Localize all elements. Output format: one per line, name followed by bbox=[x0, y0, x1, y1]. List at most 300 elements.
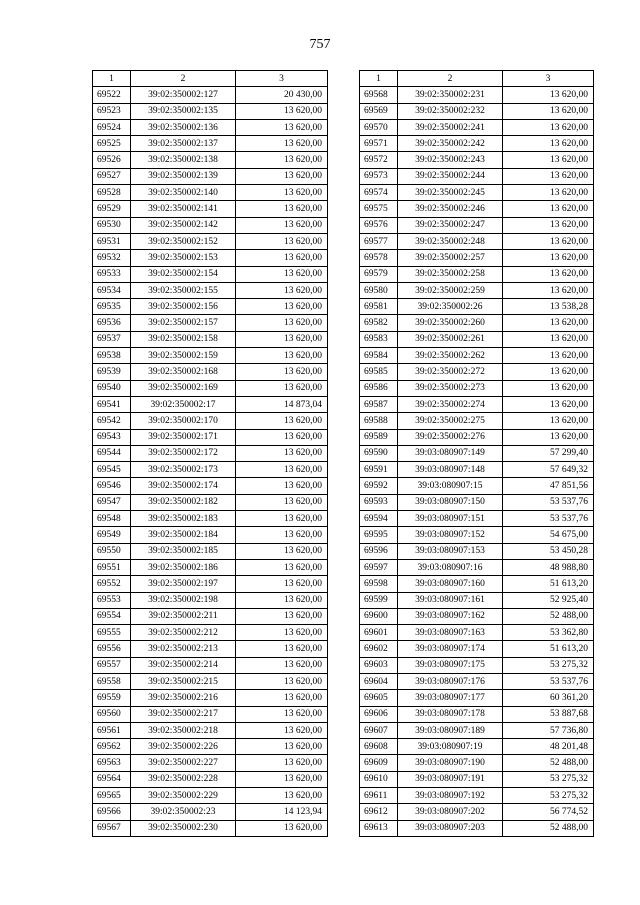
table-row bbox=[93, 673, 328, 689]
table-row bbox=[93, 462, 328, 478]
row-number-cell: 69547 bbox=[93, 494, 131, 510]
value-cell: 13 620,00 bbox=[236, 364, 328, 380]
cadastral-number-cell: 39:02:350002:214 bbox=[131, 657, 236, 673]
cadastral-number-cell: 39:02:350002:184 bbox=[131, 527, 236, 543]
value-cell: 13 620,00 bbox=[236, 820, 328, 836]
row-number-cell: 69534 bbox=[93, 282, 131, 298]
table-row bbox=[360, 739, 594, 755]
table-row bbox=[360, 592, 594, 608]
row-number-cell: 69582 bbox=[360, 315, 398, 331]
cadastral-number-cell: 39:02:350002:139 bbox=[131, 168, 236, 184]
value-cell: 20 430,00 bbox=[236, 87, 328, 103]
cadastral-number-cell: 39:02:350002:218 bbox=[131, 722, 236, 738]
cadastral-number-cell: 39:02:350002:169 bbox=[131, 380, 236, 396]
cadastral-number-cell: 39:02:350002:142 bbox=[131, 217, 236, 233]
table-row bbox=[93, 185, 328, 201]
table-row bbox=[360, 413, 594, 429]
value-cell: 13 620,00 bbox=[503, 87, 594, 103]
cadastral-number-cell: 39:03:080907:149 bbox=[398, 445, 503, 461]
table-row bbox=[360, 136, 594, 152]
row-number-cell: 69559 bbox=[93, 690, 131, 706]
row-number-cell: 69548 bbox=[93, 511, 131, 527]
cadastral-number-cell: 39:02:350002:260 bbox=[398, 315, 503, 331]
cadastral-number-cell: 39:02:350002:156 bbox=[131, 299, 236, 315]
value-cell: 47 851,56 bbox=[503, 478, 594, 494]
value-cell: 13 620,00 bbox=[503, 233, 594, 249]
row-number-cell: 69592 bbox=[360, 478, 398, 494]
row-number-cell: 69560 bbox=[93, 706, 131, 722]
cadastral-number-cell: 39:02:350002:172 bbox=[131, 445, 236, 461]
cadastral-number-cell: 39:02:350002:273 bbox=[398, 380, 503, 396]
cadastral-number-cell: 39:02:350002:230 bbox=[131, 820, 236, 836]
table-row bbox=[360, 494, 594, 510]
row-number-cell: 69526 bbox=[93, 152, 131, 168]
row-number-cell: 69586 bbox=[360, 380, 398, 396]
value-cell: 13 620,00 bbox=[236, 494, 328, 510]
table-row bbox=[93, 201, 328, 217]
value-cell: 13 620,00 bbox=[503, 217, 594, 233]
row-number-cell: 69550 bbox=[93, 543, 131, 559]
cadastral-number-cell: 39:02:350002:185 bbox=[131, 543, 236, 559]
table-row bbox=[360, 511, 594, 527]
row-number-cell: 69554 bbox=[93, 608, 131, 624]
value-cell: 48 201,48 bbox=[503, 739, 594, 755]
row-number-cell: 69530 bbox=[93, 217, 131, 233]
row-number-cell: 69575 bbox=[360, 201, 398, 217]
table-row bbox=[93, 348, 328, 364]
cadastral-number-cell: 39:03:080907:163 bbox=[398, 625, 503, 641]
value-cell: 13 620,00 bbox=[503, 266, 594, 282]
value-cell: 13 620,00 bbox=[236, 380, 328, 396]
row-number-cell: 69522 bbox=[93, 87, 131, 103]
column-header-2: 2 bbox=[131, 71, 236, 87]
table-row bbox=[93, 364, 328, 380]
value-cell: 13 620,00 bbox=[236, 168, 328, 184]
row-number-cell: 69580 bbox=[360, 282, 398, 298]
table-row bbox=[93, 396, 328, 412]
value-cell: 13 538,28 bbox=[503, 299, 594, 315]
cadastral-number-cell: 39:03:080907:160 bbox=[398, 576, 503, 592]
table-row bbox=[93, 413, 328, 429]
row-number-cell: 69612 bbox=[360, 804, 398, 820]
table-row bbox=[360, 462, 594, 478]
row-number-cell: 69531 bbox=[93, 233, 131, 249]
row-number-cell: 69599 bbox=[360, 592, 398, 608]
row-number-cell: 69549 bbox=[93, 527, 131, 543]
table-row bbox=[360, 315, 594, 331]
table-row bbox=[360, 625, 594, 641]
table-row bbox=[93, 266, 328, 282]
value-cell: 13 620,00 bbox=[236, 641, 328, 657]
cadastral-number-cell: 39:02:350002:272 bbox=[398, 364, 503, 380]
value-cell: 13 620,00 bbox=[236, 429, 328, 445]
column-header-2: 2 bbox=[398, 71, 503, 87]
row-number-cell: 69524 bbox=[93, 119, 131, 135]
table-row bbox=[93, 331, 328, 347]
value-cell: 13 620,00 bbox=[236, 592, 328, 608]
table-row bbox=[360, 543, 594, 559]
cadastral-number-cell: 39:02:350002:157 bbox=[131, 315, 236, 331]
value-cell: 13 620,00 bbox=[236, 282, 328, 298]
value-cell: 60 361,20 bbox=[503, 690, 594, 706]
cadastral-number-cell: 39:02:350002:170 bbox=[131, 413, 236, 429]
table-row bbox=[360, 250, 594, 266]
value-cell: 53 275,32 bbox=[503, 771, 594, 787]
row-number-cell: 69533 bbox=[93, 266, 131, 282]
cadastral-number-cell: 39:02:350002:215 bbox=[131, 673, 236, 689]
value-cell: 13 620,00 bbox=[236, 559, 328, 575]
table-row bbox=[360, 119, 594, 135]
table-row bbox=[360, 641, 594, 657]
cadastral-number-cell: 39:03:080907:175 bbox=[398, 657, 503, 673]
row-number-cell: 69540 bbox=[93, 380, 131, 396]
table-row bbox=[360, 429, 594, 445]
table-row bbox=[360, 87, 594, 103]
table-row bbox=[93, 494, 328, 510]
cadastral-number-cell: 39:02:350002:186 bbox=[131, 559, 236, 575]
table-row bbox=[93, 429, 328, 445]
value-cell: 13 620,00 bbox=[236, 119, 328, 135]
cadastral-number-cell: 39:02:350002:246 bbox=[398, 201, 503, 217]
value-cell: 13 620,00 bbox=[236, 103, 328, 119]
value-cell: 13 620,00 bbox=[236, 462, 328, 478]
value-cell: 13 620,00 bbox=[236, 625, 328, 641]
row-number-cell: 69589 bbox=[360, 429, 398, 445]
cadastral-number-cell: 39:02:350002:135 bbox=[131, 103, 236, 119]
value-cell: 13 620,00 bbox=[503, 429, 594, 445]
row-number-cell: 69542 bbox=[93, 413, 131, 429]
row-number-cell: 69600 bbox=[360, 608, 398, 624]
value-cell: 13 620,00 bbox=[236, 527, 328, 543]
column-header-3: 3 bbox=[503, 71, 594, 87]
table-row bbox=[93, 299, 328, 315]
table-row bbox=[93, 152, 328, 168]
table-row bbox=[93, 771, 328, 787]
table-row bbox=[360, 706, 594, 722]
value-cell: 13 620,00 bbox=[236, 722, 328, 738]
row-number-cell: 69598 bbox=[360, 576, 398, 592]
table-row bbox=[360, 576, 594, 592]
value-cell: 53 887,68 bbox=[503, 706, 594, 722]
table-row bbox=[360, 396, 594, 412]
table-header-row bbox=[360, 71, 594, 87]
cadastral-number-cell: 39:02:350002:171 bbox=[131, 429, 236, 445]
row-number-cell: 69535 bbox=[93, 299, 131, 315]
table-row bbox=[360, 527, 594, 543]
cadastral-number-cell: 39:02:350002:258 bbox=[398, 266, 503, 282]
table-row bbox=[93, 690, 328, 706]
row-number-cell: 69576 bbox=[360, 217, 398, 233]
value-cell: 14 123,94 bbox=[236, 804, 328, 820]
cadastral-number-cell: 39:02:350002:275 bbox=[398, 413, 503, 429]
cadastral-number-cell: 39:02:350002:228 bbox=[131, 771, 236, 787]
cadastral-number-cell: 39:03:080907:148 bbox=[398, 462, 503, 478]
value-cell: 13 620,00 bbox=[236, 771, 328, 787]
row-number-cell: 69552 bbox=[93, 576, 131, 592]
row-number-cell: 69609 bbox=[360, 755, 398, 771]
row-number-cell: 69593 bbox=[360, 494, 398, 510]
table-row bbox=[360, 299, 594, 315]
row-number-cell: 69555 bbox=[93, 625, 131, 641]
table-row bbox=[360, 722, 594, 738]
value-cell: 13 620,00 bbox=[503, 331, 594, 347]
table-row bbox=[93, 119, 328, 135]
row-number-cell: 69567 bbox=[93, 820, 131, 836]
table-row bbox=[93, 788, 328, 804]
table-row bbox=[93, 804, 328, 820]
column-header-1: 1 bbox=[360, 71, 398, 87]
cadastral-number-cell: 39:02:350002:257 bbox=[398, 250, 503, 266]
cadastral-number-cell: 39:02:350002:232 bbox=[398, 103, 503, 119]
cadastral-number-cell: 39:02:350002:155 bbox=[131, 282, 236, 298]
value-cell: 57 736,80 bbox=[503, 722, 594, 738]
row-number-cell: 69538 bbox=[93, 348, 131, 364]
cadastral-number-cell: 39:03:080907:191 bbox=[398, 771, 503, 787]
value-cell: 13 620,00 bbox=[503, 136, 594, 152]
value-cell: 13 620,00 bbox=[236, 250, 328, 266]
row-number-cell: 69558 bbox=[93, 673, 131, 689]
row-number-cell: 69525 bbox=[93, 136, 131, 152]
cadastral-number-cell: 39:03:080907:16 bbox=[398, 559, 503, 575]
row-number-cell: 69605 bbox=[360, 690, 398, 706]
value-cell: 13 620,00 bbox=[236, 511, 328, 527]
row-number-cell: 69584 bbox=[360, 348, 398, 364]
row-number-cell: 69590 bbox=[360, 445, 398, 461]
value-cell: 13 620,00 bbox=[503, 348, 594, 364]
cadastral-number-cell: 39:02:350002:274 bbox=[398, 396, 503, 412]
row-number-cell: 69566 bbox=[93, 804, 131, 820]
table-row bbox=[360, 103, 594, 119]
cadastral-number-cell: 39:02:350002:262 bbox=[398, 348, 503, 364]
value-cell: 13 620,00 bbox=[236, 152, 328, 168]
cadastral-number-cell: 39:02:350002:127 bbox=[131, 87, 236, 103]
cadastral-number-cell: 39:03:080907:178 bbox=[398, 706, 503, 722]
cadastral-number-cell: 39:03:080907:15 bbox=[398, 478, 503, 494]
value-cell: 13 620,00 bbox=[503, 152, 594, 168]
row-number-cell: 69591 bbox=[360, 462, 398, 478]
cadastral-number-cell: 39:02:350002:259 bbox=[398, 282, 503, 298]
cadastral-number-cell: 39:03:080907:189 bbox=[398, 722, 503, 738]
row-number-cell: 69556 bbox=[93, 641, 131, 657]
row-number-cell: 69564 bbox=[93, 771, 131, 787]
table-row bbox=[93, 282, 328, 298]
value-cell: 13 620,00 bbox=[236, 706, 328, 722]
cadastral-number-cell: 39:03:080907:152 bbox=[398, 527, 503, 543]
row-number-cell: 69565 bbox=[93, 788, 131, 804]
value-cell: 13 620,00 bbox=[503, 380, 594, 396]
value-cell: 13 620,00 bbox=[503, 282, 594, 298]
table-row bbox=[93, 608, 328, 624]
cadastral-number-cell: 39:02:350002:216 bbox=[131, 690, 236, 706]
table-row bbox=[93, 559, 328, 575]
value-cell: 13 620,00 bbox=[236, 348, 328, 364]
row-number-cell: 69608 bbox=[360, 739, 398, 755]
value-cell: 57 299,40 bbox=[503, 445, 594, 461]
value-cell: 52 488,00 bbox=[503, 820, 594, 836]
table-row bbox=[360, 804, 594, 820]
row-number-cell: 69581 bbox=[360, 299, 398, 315]
cadastral-number-cell: 39:02:350002:231 bbox=[398, 87, 503, 103]
value-cell: 53 537,76 bbox=[503, 673, 594, 689]
cadastral-number-cell: 39:02:350002:26 bbox=[398, 299, 503, 315]
cadastral-number-cell: 39:03:080907:150 bbox=[398, 494, 503, 510]
cadastral-number-cell: 39:02:350002:244 bbox=[398, 168, 503, 184]
cadastral-number-cell: 39:02:350002:276 bbox=[398, 429, 503, 445]
table-row bbox=[360, 152, 594, 168]
value-cell: 13 620,00 bbox=[503, 119, 594, 135]
row-number-cell: 69539 bbox=[93, 364, 131, 380]
row-number-cell: 69568 bbox=[360, 87, 398, 103]
cadastral-number-cell: 39:02:350002:159 bbox=[131, 348, 236, 364]
value-cell: 53 275,32 bbox=[503, 788, 594, 804]
row-number-cell: 69523 bbox=[93, 103, 131, 119]
table-row bbox=[360, 559, 594, 575]
value-cell: 52 488,00 bbox=[503, 608, 594, 624]
value-cell: 13 620,00 bbox=[236, 315, 328, 331]
cadastral-number-cell: 39:02:350002:213 bbox=[131, 641, 236, 657]
cadastral-number-cell: 39:02:350002:197 bbox=[131, 576, 236, 592]
table-row bbox=[360, 348, 594, 364]
cadastral-number-cell: 39:02:350002:243 bbox=[398, 152, 503, 168]
cadastral-number-cell: 39:03:080907:202 bbox=[398, 804, 503, 820]
value-cell: 13 620,00 bbox=[236, 136, 328, 152]
row-number-cell: 69532 bbox=[93, 250, 131, 266]
cadastral-number-cell: 39:03:080907:176 bbox=[398, 673, 503, 689]
row-number-cell: 69587 bbox=[360, 396, 398, 412]
row-number-cell: 69611 bbox=[360, 788, 398, 804]
table-row bbox=[93, 168, 328, 184]
table-row bbox=[360, 478, 594, 494]
value-cell: 53 537,76 bbox=[503, 511, 594, 527]
row-number-cell: 69551 bbox=[93, 559, 131, 575]
cadastral-number-cell: 39:02:350002:174 bbox=[131, 478, 236, 494]
value-cell: 13 620,00 bbox=[236, 608, 328, 624]
value-cell: 13 620,00 bbox=[236, 217, 328, 233]
cadastral-number-cell: 39:02:350002:153 bbox=[131, 250, 236, 266]
cadastral-number-cell: 39:03:080907:190 bbox=[398, 755, 503, 771]
row-number-cell: 69607 bbox=[360, 722, 398, 738]
cadastral-number-cell: 39:02:350002:168 bbox=[131, 364, 236, 380]
cadastral-number-cell: 39:02:350002:141 bbox=[131, 201, 236, 217]
value-cell: 51 613,20 bbox=[503, 576, 594, 592]
cadastral-number-cell: 39:02:350002:23 bbox=[131, 804, 236, 820]
row-number-cell: 69577 bbox=[360, 233, 398, 249]
value-cell: 13 620,00 bbox=[236, 201, 328, 217]
row-number-cell: 69606 bbox=[360, 706, 398, 722]
cadastral-number-cell: 39:02:350002:217 bbox=[131, 706, 236, 722]
cadastral-number-cell: 39:02:350002:173 bbox=[131, 462, 236, 478]
table-row bbox=[93, 543, 328, 559]
table-row bbox=[360, 168, 594, 184]
cadastral-number-cell: 39:03:080907:192 bbox=[398, 788, 503, 804]
table-row bbox=[93, 87, 328, 103]
value-cell: 13 620,00 bbox=[236, 445, 328, 461]
row-number-cell: 69573 bbox=[360, 168, 398, 184]
table-row bbox=[93, 722, 328, 738]
row-number-cell: 69571 bbox=[360, 136, 398, 152]
table-row bbox=[93, 739, 328, 755]
row-number-cell: 69570 bbox=[360, 119, 398, 135]
cadastral-number-cell: 39:03:080907:162 bbox=[398, 608, 503, 624]
table-row bbox=[93, 706, 328, 722]
value-cell: 13 620,00 bbox=[236, 657, 328, 673]
row-number-cell: 69536 bbox=[93, 315, 131, 331]
column-header-3: 3 bbox=[236, 71, 328, 87]
value-cell: 57 649,32 bbox=[503, 462, 594, 478]
table-row bbox=[93, 527, 328, 543]
cadastral-number-cell: 39:02:350002:183 bbox=[131, 511, 236, 527]
value-cell: 13 620,00 bbox=[503, 201, 594, 217]
value-cell: 54 675,00 bbox=[503, 527, 594, 543]
table-row bbox=[360, 445, 594, 461]
table-row bbox=[93, 657, 328, 673]
cadastral-number-cell: 39:02:350002:242 bbox=[398, 136, 503, 152]
value-cell: 13 620,00 bbox=[503, 103, 594, 119]
table-row bbox=[360, 608, 594, 624]
row-number-cell: 69528 bbox=[93, 185, 131, 201]
table-row bbox=[360, 217, 594, 233]
cadastral-number-cell: 39:02:350002:17 bbox=[131, 396, 236, 412]
cadastral-number-cell: 39:03:080907:174 bbox=[398, 641, 503, 657]
table-row bbox=[93, 625, 328, 641]
value-cell: 13 620,00 bbox=[503, 250, 594, 266]
row-number-cell: 69579 bbox=[360, 266, 398, 282]
row-number-cell: 69588 bbox=[360, 413, 398, 429]
row-number-cell: 69578 bbox=[360, 250, 398, 266]
value-cell: 13 620,00 bbox=[236, 788, 328, 804]
row-number-cell: 69553 bbox=[93, 592, 131, 608]
value-cell: 48 988,80 bbox=[503, 559, 594, 575]
cadastral-number-cell: 39:02:350002:158 bbox=[131, 331, 236, 347]
row-number-cell: 69562 bbox=[93, 739, 131, 755]
table-row bbox=[360, 673, 594, 689]
row-number-cell: 69569 bbox=[360, 103, 398, 119]
row-number-cell: 69604 bbox=[360, 673, 398, 689]
table-row bbox=[93, 136, 328, 152]
table-row bbox=[93, 250, 328, 266]
value-cell: 14 873,04 bbox=[236, 396, 328, 412]
cadastral-number-cell: 39:02:350002:261 bbox=[398, 331, 503, 347]
cadastral-number-cell: 39:02:350002:247 bbox=[398, 217, 503, 233]
value-cell: 13 620,00 bbox=[236, 673, 328, 689]
table-row bbox=[360, 201, 594, 217]
table-row bbox=[360, 380, 594, 396]
table-row bbox=[360, 233, 594, 249]
row-number-cell: 69537 bbox=[93, 331, 131, 347]
value-cell: 13 620,00 bbox=[236, 478, 328, 494]
value-cell: 13 620,00 bbox=[236, 576, 328, 592]
cadastral-number-cell: 39:02:350002:245 bbox=[398, 185, 503, 201]
table-row bbox=[360, 185, 594, 201]
row-number-cell: 69603 bbox=[360, 657, 398, 673]
cadastral-number-cell: 39:02:350002:182 bbox=[131, 494, 236, 510]
cadastral-number-cell: 39:02:350002:137 bbox=[131, 136, 236, 152]
value-cell: 53 362,80 bbox=[503, 625, 594, 641]
value-cell: 53 450,28 bbox=[503, 543, 594, 559]
table-row bbox=[93, 755, 328, 771]
row-number-cell: 69557 bbox=[93, 657, 131, 673]
cadastral-number-cell: 39:02:350002:136 bbox=[131, 119, 236, 135]
value-cell: 13 620,00 bbox=[503, 396, 594, 412]
value-cell: 13 620,00 bbox=[503, 185, 594, 201]
row-number-cell: 69529 bbox=[93, 201, 131, 217]
value-cell: 13 620,00 bbox=[236, 331, 328, 347]
value-cell: 13 620,00 bbox=[236, 185, 328, 201]
cadastral-number-cell: 39:03:080907:19 bbox=[398, 739, 503, 755]
row-number-cell: 69583 bbox=[360, 331, 398, 347]
table-row bbox=[93, 592, 328, 608]
value-cell: 13 620,00 bbox=[236, 755, 328, 771]
